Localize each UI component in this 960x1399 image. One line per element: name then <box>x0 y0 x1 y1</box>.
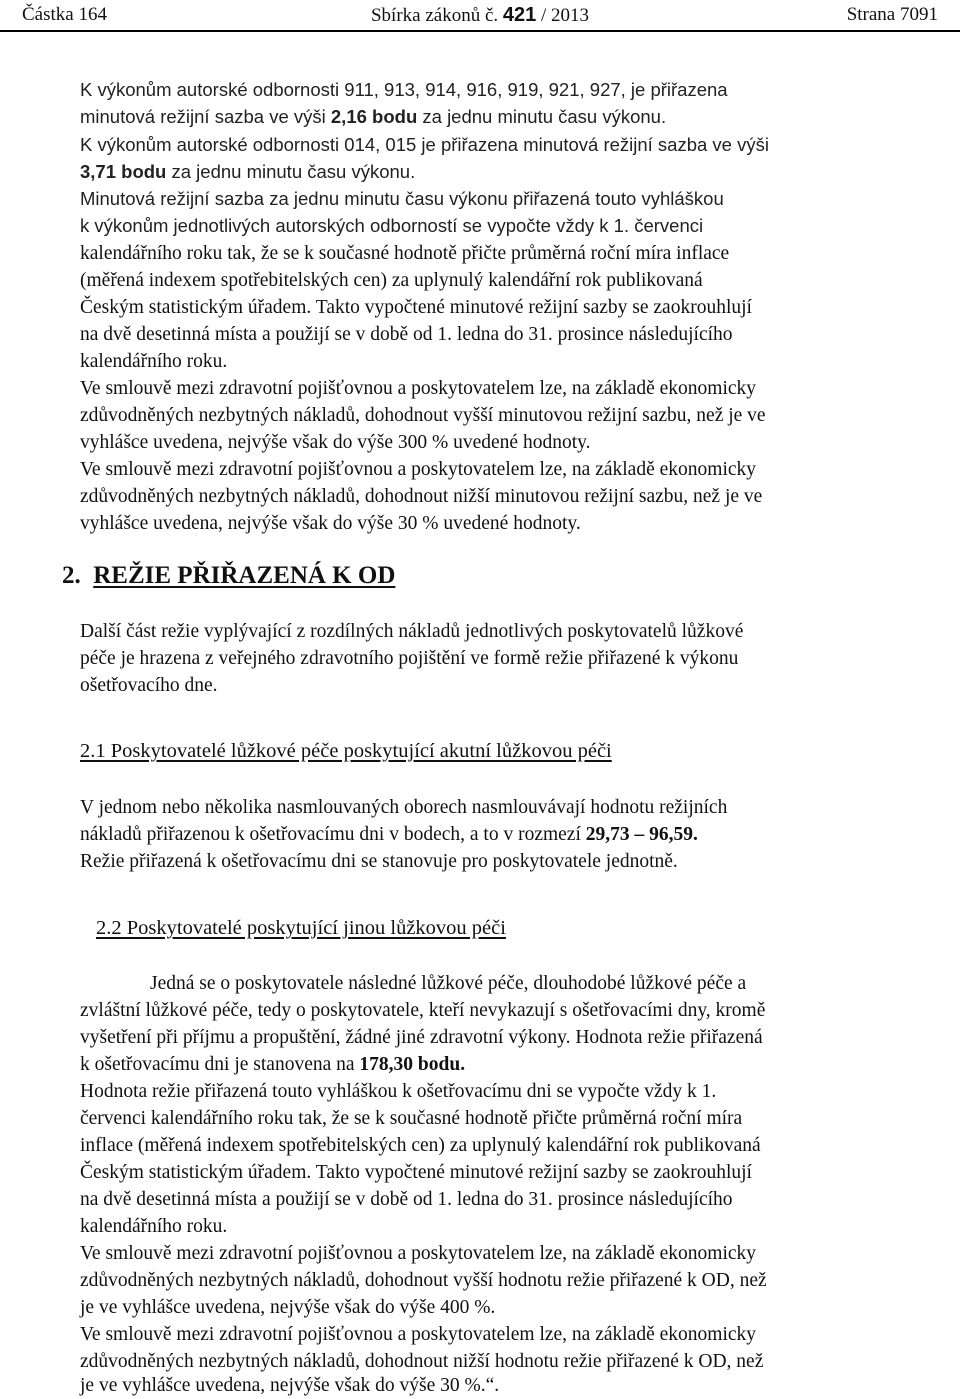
text-line: inflace (měřená indexem spotřebitelských cen) za uplynulý kalendářní rok publikovaná <box>80 1135 761 1156</box>
text-line: V jednom nebo několika nasmlouvaných oborech nasmlouvávají hodnotu režijních <box>80 797 728 818</box>
text-line: péče je hrazena z veřejného zdravotního pojištění ve formě režie přiřazené k výkonu <box>80 648 739 669</box>
text-span: za jednu minutu času výkonu. <box>417 106 667 127</box>
text-line: Další část režie vyplývající z rozdílných nákladů jednotlivých poskytovatelů lůžkové <box>80 621 744 642</box>
rate-value: 3,71 bodu <box>80 161 167 182</box>
text-line: ošetřovacího dne. <box>80 675 218 696</box>
text-line: kalendářního roku. <box>80 1216 228 1237</box>
text-line: (měřená indexem spotřebitelských cen) za uplynulý kalendářní rok publikovaná <box>80 270 703 291</box>
text-line: vyhlášce uvedena, nejvýše však do výše 300 % uvedené hodnoty. <box>80 432 591 453</box>
header-page-number: Strana 7091 <box>846 4 938 25</box>
page-header <box>0 0 960 32</box>
text-line: zdůvodněných nezbytných nákladů, dohodnout nižší hodnotu režie přiřazené k OD, než <box>80 1351 764 1372</box>
rate-value: 2,16 bodu <box>330 106 418 127</box>
text-line: červenci kalendářního roku tak, že se k současné hodnotě přičte průměrná roční míra <box>80 1108 743 1129</box>
text-line: zdůvodněných nezbytných nákladů, dohodnout nižší minutovou režijní sazbu, než je ve <box>80 486 763 507</box>
text-line: zdůvodněných nezbytných nákladů, dohodnout vyšší hodnotu režie přiřazené k OD, než <box>80 1270 767 1291</box>
text-span: k ošetřovacímu dni je stanovena na <box>80 1054 360 1075</box>
text-line: zdůvodněných nezbytných nákladů, dohodnout vyšší minutovou režijní sazbu, než je ve <box>80 405 766 426</box>
text-line: K výkonům autorské odbornosti 014, 015 je přiřazena minutová režijní sazba ve výši <box>80 134 769 155</box>
header-collection <box>0 4 960 27</box>
text-line: je ve vyhlášce uvedena, nejvýše však do výše 30 %.“. <box>80 1375 500 1396</box>
text-line <box>80 1051 465 1078</box>
section-2-1-heading: 2.1 Poskytovatelé lůžkové péče poskytující akutní lůžkovou péči <box>80 740 612 762</box>
text-line: je ve vyhlášce uvedena, nejvýše však do výše 400 %. <box>80 1297 496 1318</box>
text-line <box>80 158 415 185</box>
text-line: kalendářního roku tak, že se k současné hodnotě přičte průměrná roční míra inflace <box>80 243 730 264</box>
text-line: Ve smlouvě mezi zdravotní pojišťovnou a poskytovatelem lze, na základě ekonomicky <box>80 378 757 399</box>
text-line: Ve smlouvě mezi zdravotní pojišťovnou a poskytovatelem lze, na základě ekonomicky <box>80 1243 757 1264</box>
text-line: Ve smlouvě mezi zdravotní pojišťovnou a poskytovatelem lze, na základě ekonomicky <box>80 459 757 480</box>
section-2-heading <box>62 562 395 590</box>
header-law-number: 421 <box>502 4 537 26</box>
text-span: za jednu minutu času výkonu. <box>166 161 416 182</box>
section-2-2-heading: 2.2 Poskytovatelé poskytující jinou lůžkovou péči <box>96 917 506 939</box>
text-line: Ve smlouvě mezi zdravotní pojišťovnou a poskytovatelem lze, na základě ekonomicky <box>80 1324 757 1345</box>
od-value: 178,30 bodu. <box>359 1054 466 1075</box>
text-line <box>80 821 698 848</box>
text-line <box>80 103 666 130</box>
text-line: k výkonům jednotlivých autorských odborností se vypočte vždy k 1. červenci <box>80 215 704 236</box>
range-value: 29,73 – 96,59. <box>585 824 698 845</box>
text-line: zvláštní lůžkové péče, tedy o poskytovatele, kteří nevykazují s ošetřovacími dny, kromě <box>80 1000 766 1021</box>
section-number: 2. <box>62 562 81 589</box>
text-line: na dvě desetinná místa a použijí se v době od 1. ledna do 31. prosince následujícího <box>80 1189 733 1210</box>
text-line: Českým statistickým úřadem. Takto vypočtené minutové režijní sazby se zaokrouhlují <box>80 1162 752 1183</box>
text-line: Minutová režijní sazba za jednu minutu času výkonu přiřazená touto vyhláškou <box>80 188 724 209</box>
text-line: Jedná se o poskytovatele následné lůžkové péče, dlouhodobé lůžkové péče a <box>150 973 747 994</box>
header-issue: Částka 164 <box>22 4 107 25</box>
text-line: Režie přiřazená k ošetřovacímu dni se stanovuje pro poskytovatele jednotně. <box>80 851 678 872</box>
section-title: REŽIE PŘIŘAZENÁ K OD <box>93 562 396 589</box>
text-span: minutová režijní sazba ve výši <box>80 106 331 127</box>
text-line: kalendářního roku. <box>80 351 228 372</box>
text-line: vyhlášce uvedena, nejvýše však do výše 30 % uvedené hodnoty. <box>80 513 581 534</box>
header-year: / 2013 <box>536 5 590 26</box>
text-line: Českým statistickým úřadem. Takto vypočtené minutové režijní sazby se zaokrouhlují <box>80 297 752 318</box>
text-line: K výkonům autorské odbornosti 911, 913, 914, 916, 919, 921, 927, je přiřazena <box>80 79 728 100</box>
text-line: vyšetření při příjmu a propuštění, žádné jiné zdravotní výkony. Hodnota režie přiřazená <box>80 1027 763 1048</box>
text-line: Hodnota režie přiřazená touto vyhláškou k ošetřovacímu dni se vypočte vždy k 1. <box>80 1081 717 1102</box>
text-line: na dvě desetinná místa a použijí se v době od 1. ledna do 31. prosince následujícího <box>80 324 733 345</box>
text-span: nákladů přiřazenou k ošetřovacímu dni v bodech, a to v rozmezí <box>80 824 586 845</box>
header-collection-label: Sbírka zákonů č. <box>370 5 503 26</box>
